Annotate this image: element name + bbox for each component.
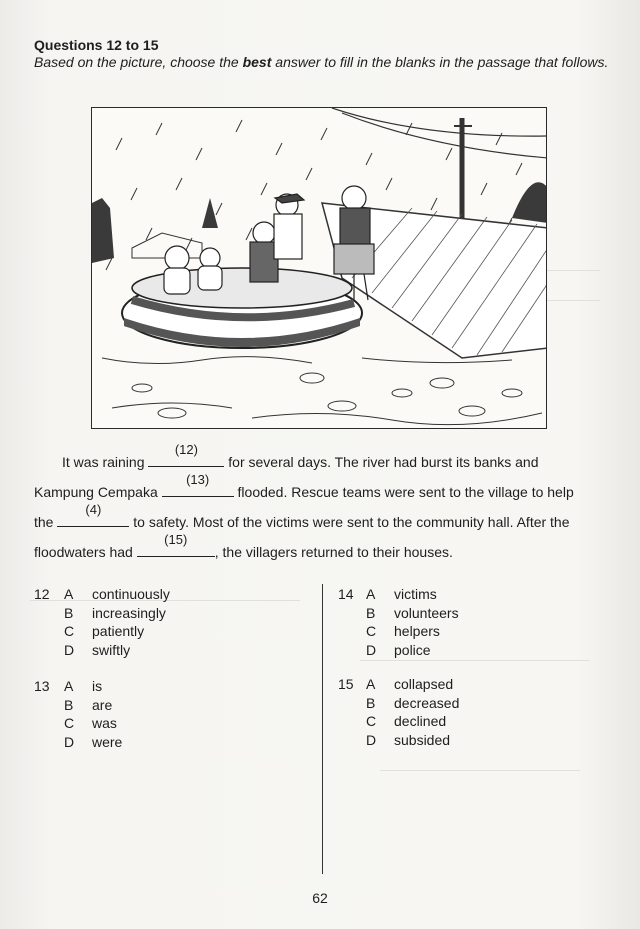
option-row[interactable] [34, 714, 122, 733]
option-text: decreased [394, 694, 460, 711]
option-row[interactable] [34, 641, 170, 660]
column-divider [322, 584, 323, 874]
option-row[interactable] [338, 585, 459, 604]
option-text: police [394, 641, 431, 658]
option-letter: C [366, 713, 377, 729]
tree-middle [202, 198, 218, 228]
option-text: is [92, 678, 103, 694]
passage-line-2 [34, 472, 608, 500]
question-13-options [34, 677, 122, 751]
option-text: volunteers [394, 604, 459, 621]
bleed-through-line [360, 660, 590, 661]
option-letter: A [64, 678, 74, 694]
question-number: 13 [34, 678, 50, 694]
option-text: continuously [92, 586, 170, 602]
question-number: 14 [338, 586, 354, 602]
option-letter: A [64, 586, 74, 602]
option-text: helpers [394, 623, 440, 639]
option-text: declined [394, 713, 447, 729]
option-letter: A [366, 586, 376, 602]
blank-15 [137, 532, 215, 557]
page-number: 62 [312, 890, 328, 906]
option-letter: A [366, 676, 376, 692]
flood-rescue-picture [91, 107, 547, 429]
instruction-emphasis: best [242, 54, 272, 70]
tree-left [92, 198, 114, 263]
option-row[interactable] [34, 696, 122, 715]
instruction-text: answer to fill in the blanks in the passage that follows. [271, 54, 609, 70]
option-letter: B [366, 694, 376, 711]
option-letter: D [366, 731, 377, 748]
question-14-options [338, 585, 459, 659]
flood-scene-illustration [92, 108, 547, 429]
option-letter: B [64, 696, 74, 713]
question-number: 15 [338, 676, 354, 692]
blank-14 [57, 502, 129, 527]
question-number: 12 [34, 586, 50, 602]
passage-text: to safety. Most of the victims were sent to the community hall. After the [133, 514, 570, 530]
option-letter: D [366, 641, 377, 658]
option-letter: C [64, 715, 75, 731]
option-text: was [92, 715, 117, 731]
option-row[interactable] [338, 694, 459, 713]
passage-line-4 [34, 532, 608, 560]
question-15-options [338, 675, 459, 749]
option-row[interactable] [338, 712, 459, 731]
option-text: swiftly [92, 641, 131, 658]
option-row[interactable] [338, 622, 459, 641]
option-row[interactable] [338, 604, 459, 623]
bleed-through-line [380, 770, 580, 771]
option-letter: D [64, 733, 75, 750]
passage-text: It was raining [62, 454, 145, 470]
option-row[interactable] [338, 641, 459, 660]
passage-line-3 [34, 502, 608, 530]
option-row[interactable] [34, 677, 122, 696]
passage-text: for several days. The river had burst its banks and [228, 454, 539, 470]
passage-text: flooded. Rescue teams were sent to the village to help [237, 484, 574, 500]
blank-number: (4) [85, 502, 102, 517]
instruction-text: Based on the picture, choose the [34, 54, 243, 70]
option-letter: C [366, 623, 377, 639]
passage-line-1 [62, 442, 608, 470]
blank-12 [148, 442, 224, 467]
option-letter: C [64, 623, 75, 639]
blank-13 [162, 472, 234, 497]
passage-text: Kampung Cempaka [34, 484, 158, 500]
option-row[interactable] [338, 675, 459, 694]
passage-text: floodwaters had [34, 544, 133, 560]
blank-number: (15) [164, 532, 188, 547]
option-letter: B [64, 604, 74, 621]
option-text: were [92, 733, 123, 750]
option-text: victims [394, 586, 437, 602]
tree-right [512, 182, 547, 223]
instructions [34, 53, 614, 71]
questions-heading: Questions 12 to 15 [34, 37, 159, 53]
blank-number: (12) [174, 442, 198, 457]
option-text: subsided [394, 731, 451, 748]
option-row[interactable] [34, 604, 170, 623]
blank-number: (13) [186, 472, 210, 487]
option-text: patiently [92, 623, 145, 639]
passage-text: , the villagers returned to their houses. [214, 544, 453, 560]
water-ripples [102, 357, 542, 425]
option-row[interactable] [338, 731, 459, 750]
option-letter: D [64, 641, 75, 658]
option-text: are [92, 696, 113, 713]
rescue-boat [122, 268, 362, 348]
passage-text: the [34, 514, 54, 530]
option-row[interactable] [34, 733, 122, 752]
option-letter: B [366, 604, 376, 621]
option-text: collapsed [394, 676, 454, 692]
option-row[interactable] [34, 622, 170, 641]
question-12-options [34, 585, 170, 659]
option-row[interactable] [34, 585, 170, 604]
option-text: increasingly [92, 604, 166, 621]
